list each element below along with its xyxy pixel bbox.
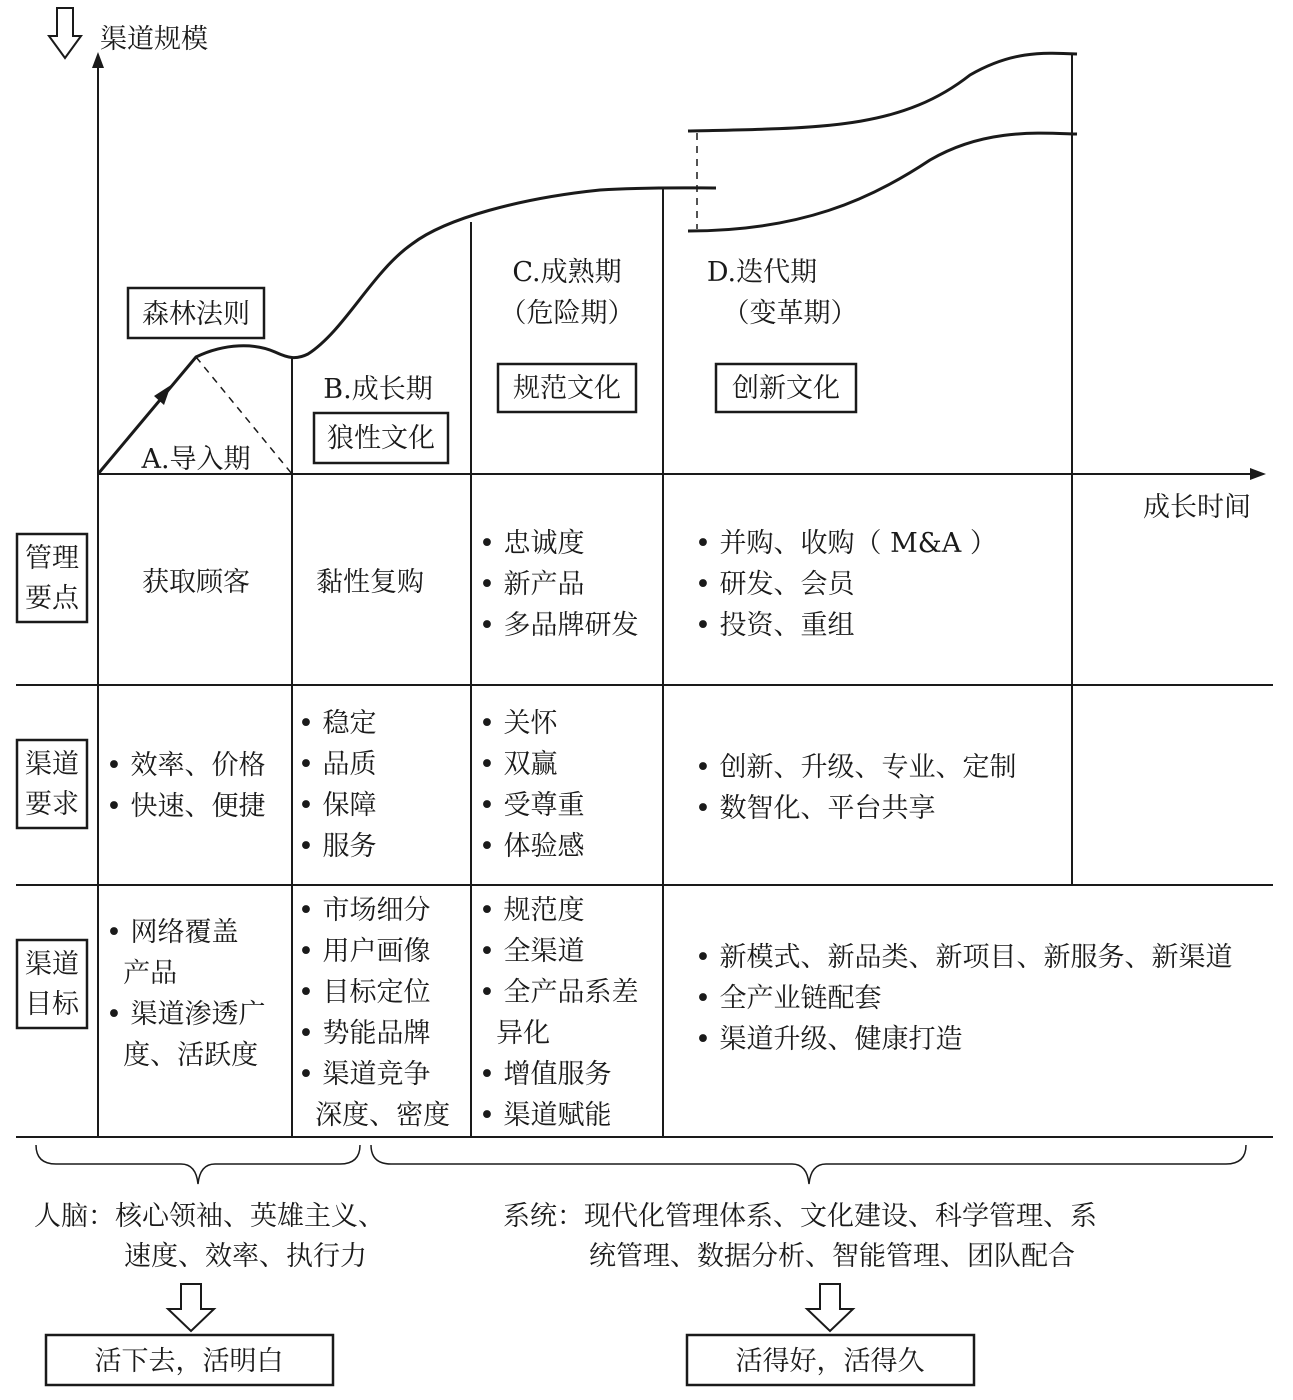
row-label-line2: 要点 — [25, 583, 79, 614]
curve-lower-band — [688, 133, 1077, 231]
bottom-braces — [36, 1145, 1246, 1184]
row-label-line1: 渠道 — [25, 749, 79, 780]
cell-line: • 全产品系差 — [479, 977, 639, 1008]
cell-line: • 受尊重 — [479, 790, 585, 821]
result-left-text: 活下去，活明白 — [94, 1346, 284, 1377]
cell-line: • 投资、重组 — [695, 610, 855, 641]
bottom-left-line1: 人脑：核心领袖、英雄主义、 — [34, 1201, 385, 1232]
cell-line: • 网络覆盖 — [106, 917, 239, 948]
requirement-cell-b — [298, 708, 377, 862]
stage-c-name: C.成熟期 — [512, 257, 622, 288]
goal-cell-b — [298, 895, 450, 1131]
cell-line: • 稳定 — [298, 708, 377, 739]
culture-b-text: 狼性文化 — [327, 423, 435, 454]
cell-line: 产品 — [106, 958, 178, 989]
row-label-goal — [17, 940, 87, 1028]
culture-d-text: 创新文化 — [732, 373, 840, 404]
cell-line: 度、活跃度 — [106, 1040, 259, 1071]
cell-line: • 渠道赋能 — [479, 1100, 612, 1131]
down-arrow-icon — [168, 1284, 214, 1331]
management-cell-c — [479, 528, 639, 641]
culture-c-text: 规范文化 — [513, 373, 621, 404]
cell-line: • 增值服务 — [479, 1059, 612, 1090]
bottom-right-line1: 系统：现代化管理体系、文化建设、科学管理、系 — [503, 1201, 1097, 1232]
brace-left — [36, 1145, 360, 1184]
row-label-line1: 管理 — [25, 543, 79, 574]
cell-line: • 用户画像 — [298, 936, 431, 967]
cell-line: 获取顾客 — [142, 567, 250, 598]
cell-line: • 服务 — [298, 831, 377, 862]
stage-d-sub: （变革期） — [722, 298, 858, 329]
row-label-management — [17, 534, 87, 622]
brace-right — [371, 1145, 1246, 1184]
curve-upper-band — [688, 53, 1077, 131]
cell-line: • 研发、会员 — [695, 569, 855, 600]
row-label-line1: 渠道 — [25, 949, 79, 980]
row-label-line2: 要求 — [25, 789, 79, 820]
x-axis-label: 成长时间 — [1143, 492, 1251, 523]
row-label-line2: 目标 — [25, 989, 79, 1020]
stage-b — [314, 374, 448, 463]
x-axis-arrowhead — [1250, 468, 1266, 480]
cell-line: • 多品牌研发 — [479, 610, 639, 641]
stage-c — [498, 257, 636, 412]
cell-line: • 关怀 — [479, 708, 558, 739]
y-axis-label: 渠道规模 — [100, 24, 208, 55]
cell-line: 黏性复购 — [316, 567, 424, 598]
requirement-cell-d — [695, 752, 1017, 824]
stage-b-name: B.成长期 — [323, 374, 433, 405]
cell-line: • 保障 — [298, 790, 377, 821]
cell-line: • 数智化、平台共享 — [695, 793, 936, 824]
cell-line: • 创新、升级、专业、定制 — [695, 752, 1017, 783]
stage-a — [128, 288, 264, 475]
management-cell-b — [316, 567, 424, 598]
result-right-text: 活得好，活得久 — [735, 1346, 925, 1377]
management-cell-d — [695, 528, 997, 641]
requirement-cell-a — [106, 750, 266, 822]
cell-line: • 品质 — [298, 749, 377, 780]
bottom-right-line2: 统管理、数据分析、智能管理、团队配合 — [589, 1241, 1075, 1272]
cell-line: • 体验感 — [479, 831, 585, 862]
cell-line: • 市场细分 — [298, 895, 431, 926]
management-cell-a — [142, 567, 250, 598]
stage-d-name: D.迭代期 — [706, 257, 818, 288]
bottom-right — [503, 1201, 1097, 1385]
goal-cell-c — [479, 895, 639, 1131]
stage-d — [707, 257, 858, 412]
cell-line: 异化 — [479, 1018, 551, 1049]
culture-a-text: 森林法则 — [142, 299, 250, 330]
cell-line: • 势能品牌 — [298, 1018, 431, 1049]
requirement-cell-c — [479, 708, 585, 862]
cell-line: • 目标定位 — [298, 977, 431, 1008]
cell-line: • 渠道渗透广 — [106, 999, 266, 1030]
cell-line: • 新模式、新品类、新项目、新服务、新渠道 — [695, 942, 1233, 973]
goal-cell-a — [106, 917, 266, 1071]
bottom-left — [34, 1201, 385, 1385]
cell-line: • 全渠道 — [479, 936, 585, 967]
cell-line: • 全产业链配套 — [695, 983, 882, 1014]
stage-c-sub: （危险期） — [499, 298, 635, 329]
stage-a-name: A.导入期 — [141, 444, 251, 475]
goal-cell-d — [695, 942, 1233, 1055]
bottom-left-line2: 速度、效率、执行力 — [124, 1241, 367, 1272]
cell-line: • 并购、收购（ M&A ） — [695, 528, 997, 559]
down-arrow-icon — [49, 8, 81, 58]
cell-line: • 忠诚度 — [479, 528, 585, 559]
cell-line: • 效率、价格 — [106, 750, 266, 781]
cell-line: • 快速、便捷 — [106, 791, 266, 822]
cell-line: • 规范度 — [479, 895, 585, 926]
row-label-requirement — [17, 740, 87, 828]
cell-line: • 双赢 — [479, 749, 558, 780]
down-arrow-icon — [807, 1284, 853, 1331]
cell-line: 深度、密度 — [298, 1100, 451, 1131]
table-cells — [106, 528, 1233, 1131]
cell-line: • 渠道升级、健康打造 — [695, 1024, 963, 1055]
cell-line: • 新产品 — [479, 569, 585, 600]
cell-line: • 渠道竞争 — [298, 1059, 431, 1090]
